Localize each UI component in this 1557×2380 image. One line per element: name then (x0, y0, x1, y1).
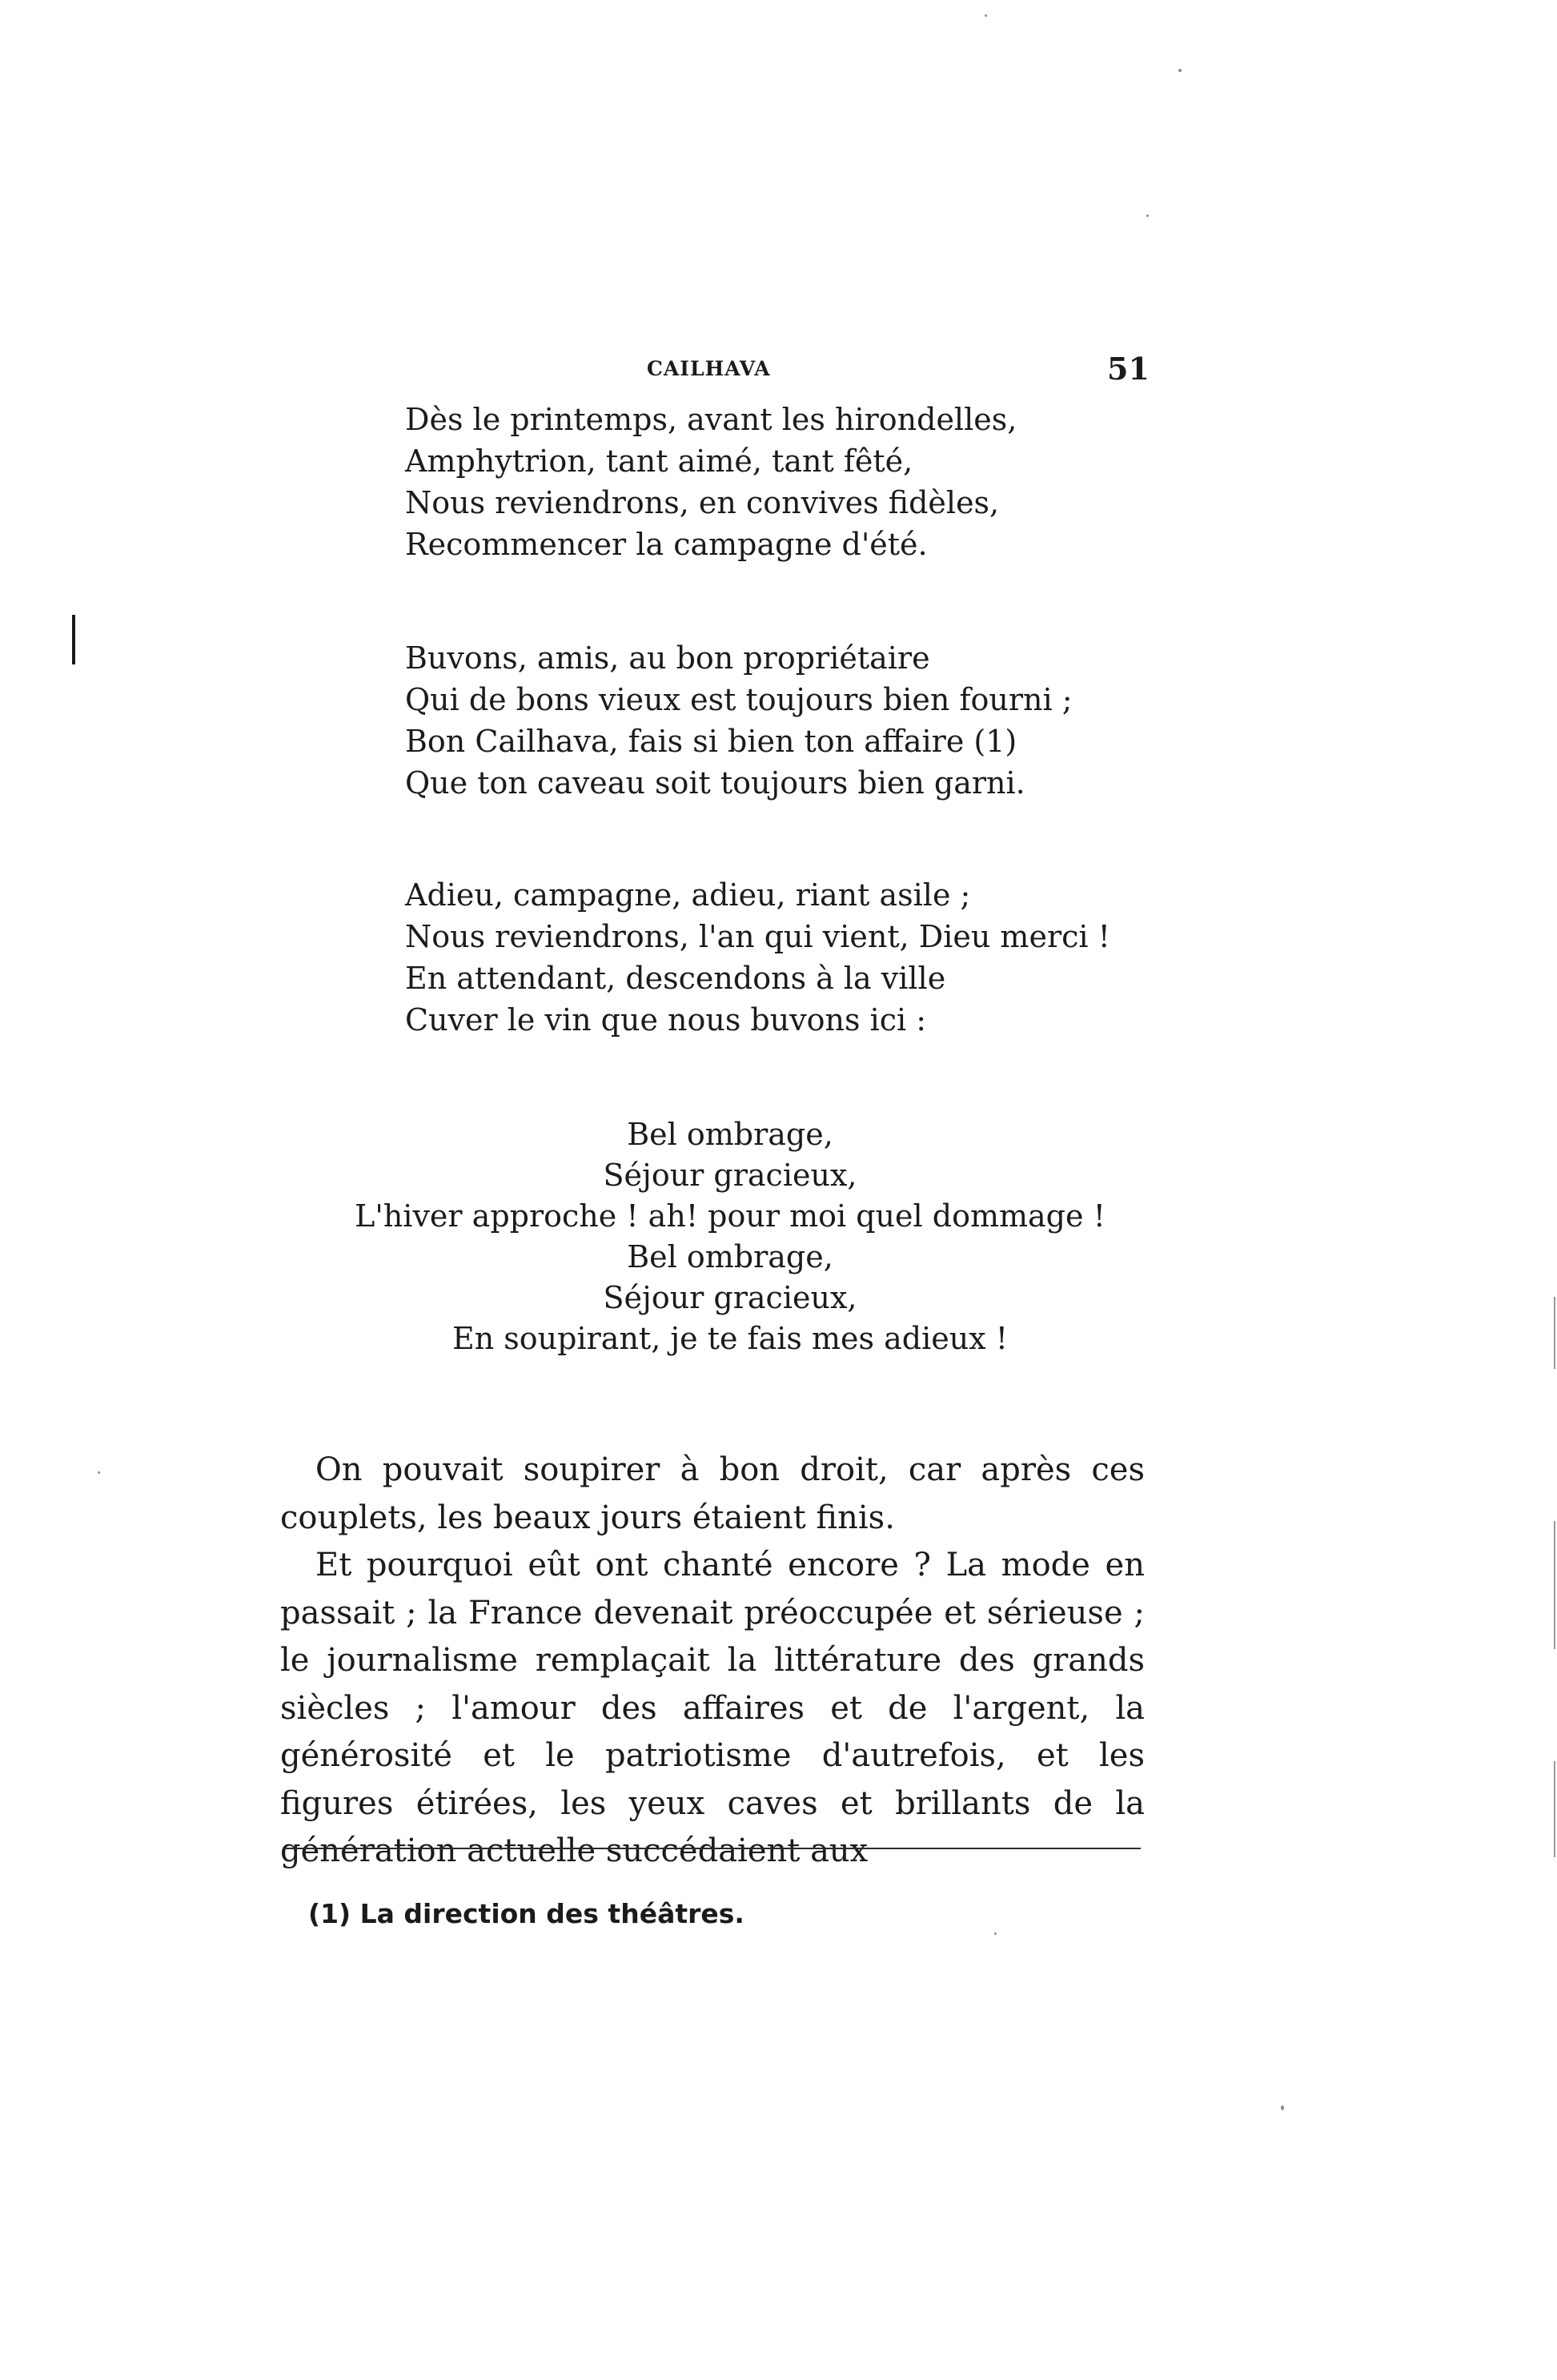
page-number: 51 (1107, 351, 1150, 387)
scan-edge (1554, 1761, 1555, 1857)
refrain-line: L'hiver approche ! ah! pour moi quel dommage ! (355, 1198, 1106, 1234)
refrain-line: En soupirant, je te fais mes adieux ! (452, 1321, 1008, 1356)
margin-mark (72, 615, 75, 664)
verse-line: Recommencer la campagne d'été. (405, 527, 928, 562)
verse-line: Amphytrion, tant aimé, tant fêté, (405, 443, 913, 479)
verse-line: Que ton caveau soit toujours bien garni. (405, 765, 1025, 801)
verse-line: Nous reviendrons, l'an qui vient, Dieu merci ! (405, 919, 1110, 954)
prose-body (280, 1447, 1145, 1876)
stanza-3 (405, 874, 1206, 1041)
refrain-line: Bel ombrage, (627, 1239, 833, 1274)
stanza-2 (405, 637, 1206, 804)
stanza-1 (405, 399, 1206, 565)
verse-line: Dès le printemps, avant les hirondelles, (405, 402, 1017, 437)
scan-edge (1554, 1297, 1555, 1369)
scan-speck (994, 1932, 997, 1935)
scan-speck (1178, 69, 1182, 72)
footnote: (1) La direction des théâtres. (308, 1898, 744, 1929)
refrain-line: Bel ombrage, (627, 1117, 833, 1152)
refrain-line: Séjour gracieux, (603, 1280, 857, 1315)
verse-line: Adieu, campagne, adieu, riant asile ; (405, 877, 971, 913)
verse-line: Qui de bons vieux est toujours bien fourni ; (405, 682, 1073, 717)
verse-line: Buvons, amis, au bon propriétaire (405, 640, 930, 676)
footnote-rule (284, 1848, 1141, 1849)
scan-edge (1554, 1521, 1555, 1649)
verse-line: Cuver le vin que nous buvons ici : (405, 1002, 927, 1037)
paragraph: Et pourquoi eût ont chanté encore ? La mode en passait ; la France devenait préoccupée et sérieuse ; le journalisme remplaçait la littérature des grands siècles ; l'amour des affaires et de l'argent, la générosité et le patriotisme d'autrefois, et les figures étirées, les yeux caves et brillants de la génération actuelle succédaient aux (280, 1547, 1145, 1869)
verse-line: Bon Cailhava, fais si bien ton affaire (1) (405, 724, 1017, 759)
scan-speck (985, 14, 987, 17)
running-head (0, 351, 1557, 391)
paragraph: On pouvait soupirer à bon droit, car après ces couplets, les beaux jours étaient finis. (280, 1451, 1145, 1536)
scan-speck (98, 1471, 100, 1474)
refrain (298, 1114, 1162, 1359)
verse-line: En attendant, descendons à la ville (405, 961, 946, 996)
running-title: CAILHAVA (647, 357, 771, 380)
refrain-line: Séjour gracieux, (603, 1158, 857, 1193)
scan-speck (1281, 2105, 1284, 2110)
verse-line: Nous reviendrons, en convives fidèles, (405, 485, 1000, 520)
scan-speck (1146, 215, 1149, 217)
